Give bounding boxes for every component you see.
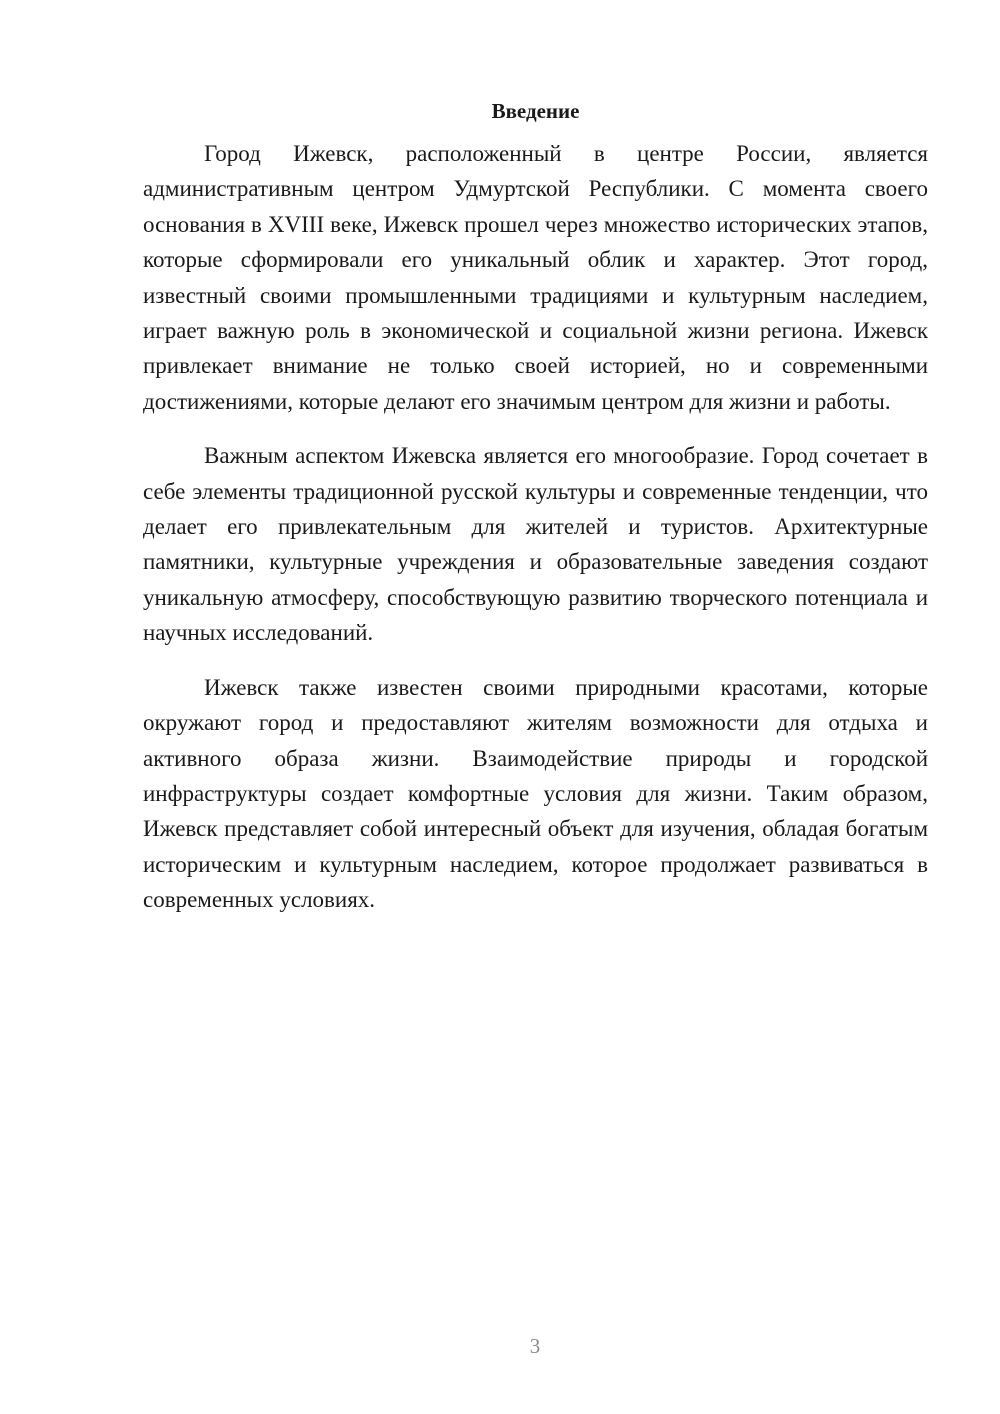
section-heading: Введение	[491, 99, 580, 123]
page-content	[143, 96, 928, 918]
paragraph-3: Ижевск также известен своими природными красотами, которые окружают город и предоставляют жителям возможности для отдыха и активного образа жизни. Взаимодействие природы и городской инфраструктуры создает комфортные условия для жизни. Таким образом, Ижевск представляет собой интересный объект для изучения, обладая богатым историческим и культурным наследием, которое продолжает развиваться в современных условиях.	[143, 674, 928, 913]
page-number: 3	[529, 1334, 541, 1358]
paragraph-1: Город Ижевск, расположенный в центре России, является административным центром Удмуртской Республики. С момента своего основания в XVIII веке, Ижевск прошел через множество исторических этапов, которые сформировали его уникальный облик и характер. Этот город, известный своими промышленными традициями и культурным наследием, играет важную роль в экономической и социальной жизни региона. Ижевск привлекает внимание не только своей историей, но и современными достижениями, которые делают его значимым центром для жизни и работы.	[143, 141, 928, 414]
paragraph-2: Важным аспектом Ижевска является его многообразие. Город сочетает в себе элементы традиционной русской культуры и современные тенденции, что делает его привлекательным для жителей и туристов. Архитектурные памятники, культурные учреждения и образовательные заведения создают уникальную атмосферу, способствующую развитию творческого потенциала и научных исследований.	[143, 443, 928, 646]
